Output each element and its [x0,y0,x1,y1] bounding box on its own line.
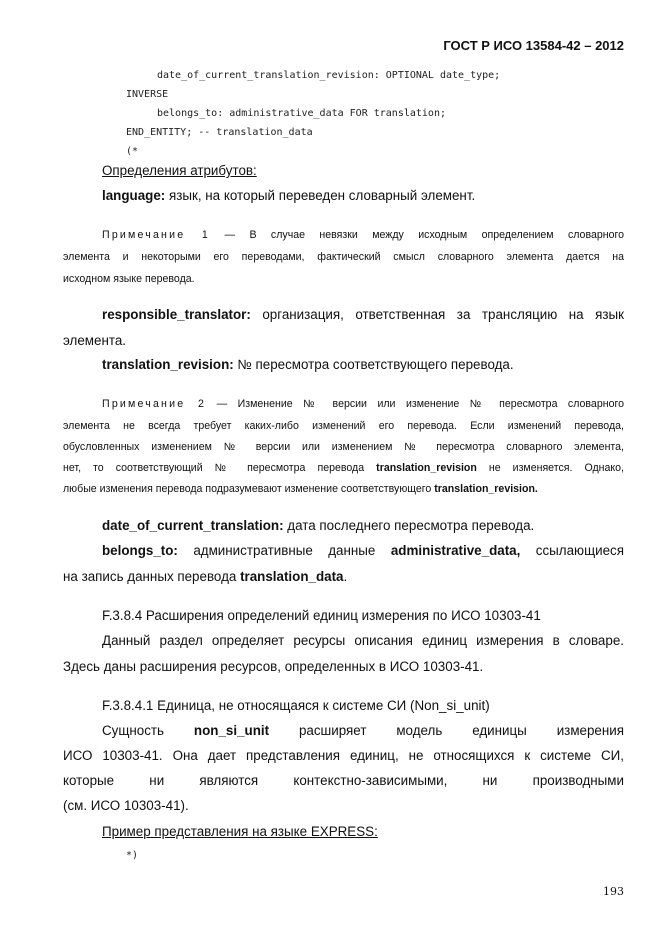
definition-text: № пересмотра соответствующего перевода. [233,357,514,372]
term: translation_revision. [434,483,538,495]
code-line: *) [126,850,139,861]
note-text: — Изменение № версии или изменение № пересмотра словарного [206,398,624,410]
definition-text: ссылающиеся [520,543,624,558]
note-line [102,229,624,241]
note-line [63,483,538,495]
code-line: INVERSE [126,89,169,100]
note-line: обусловленных изменением № версии или изменением № пересмотра словарного элемента, [63,441,624,453]
express-example-heading: Пример представления на языке EXPRESS: [102,824,378,839]
note-label: Примечание 1 [102,229,211,241]
paragraph-text: расширяет модель единицы измерения [269,723,624,738]
note-line [63,462,624,474]
note-text: нет, то соответствующий № пересмотра перевода [63,462,377,474]
definition-text: . [343,569,348,584]
date-of-current-translation-definition [102,518,534,533]
section-f3841-paragraph-line: (см. ИСО 10303-41). [63,798,189,813]
code-line: END_ENTITY; -- translation_data [126,127,313,138]
note-line: исходном языке перевода. [63,273,195,285]
note-label: Примечание 2 [102,398,207,410]
note-text: — В случае невязки между исходным определением словарного [210,229,624,241]
responsible-translator-definition [102,307,624,322]
section-f384-paragraph-line: Данный раздел определяет ресурсы описания единиц измерения в словаре. [102,633,624,648]
language-definition [102,188,475,203]
term: belongs_to: [102,543,178,558]
term: translation_revision [376,462,477,474]
section-f384-heading: F.3.8.4 Расширения определений единиц измерения по ИСО 10303-41 [102,608,541,623]
term: administrative_data, [390,543,521,558]
definition-text: на запись данных перевода [63,569,241,584]
section-f3841-paragraph-line [102,723,624,738]
document-header: ГОСТ Р ИСО 13584-42 – 2012 [443,38,624,53]
attribute-definitions-heading: Определения атрибутов: [102,163,257,178]
term: date_of_current_translation: [102,518,284,533]
code-line: (* [126,146,139,157]
definition-text: административные данные [177,543,391,558]
section-f3841-paragraph-line: ИСО 10303-41. Она дает представления единиц, не относящихся к системе СИ, [63,748,624,763]
term: translation_data [240,569,344,584]
term: language: [102,188,166,203]
code-line: date_of_current_translation_revision: OPTIONAL date_type; [157,70,501,81]
translation-revision-definition [102,357,514,372]
note-line: элемента и некоторыми его переводами, фактический смысл словарного элемента дается на [63,251,624,263]
belongs-to-continuation [63,569,347,584]
definition-text: организация, ответственная за трансляцию на язык [250,307,624,322]
section-f3841-heading: F.3.8.4.1 Единица, не относящаяся к системе СИ (Non_si_unit) [102,698,490,713]
belongs-to-definition [102,543,624,558]
code-line: belongs_to: administrative_data FOR translation; [157,108,446,119]
responsible-translator-continuation: элемента. [63,333,126,348]
note-line [102,398,624,410]
page-number: 193 [603,885,624,898]
paragraph-text: Сущность [102,723,194,738]
term: non_si_unit [193,723,270,738]
term: responsible_translator: [102,307,251,322]
section-f384-paragraph-line: Здесь даны расширения ресурсов, определенных в ИСО 10303-41. [63,659,484,674]
note-line: элемента не всегда требует каких-либо изменений его перевода. Если изменений перевода, [63,420,624,432]
section-f3841-paragraph-line: которые ни являются контекстно-зависимыми, ни производными [63,773,624,788]
definition-text: язык, на который переведен словарный элемент. [165,188,476,203]
term: translation_revision: [102,357,234,372]
definition-text: дата последнего пересмотра перевода. [283,518,535,533]
note-text: любые изменения перевода подразумевают изменение соответствующего [63,483,435,495]
note-text: не изменяется. Однако, [476,462,624,474]
